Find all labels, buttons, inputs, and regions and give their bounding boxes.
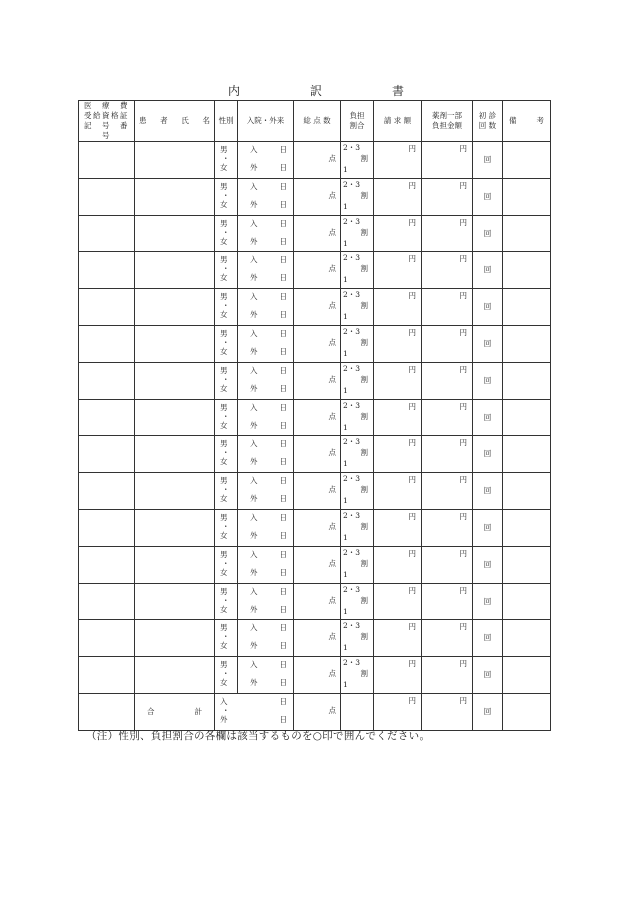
certificate-number-cell[interactable] (79, 620, 135, 657)
remarks-cell[interactable] (503, 362, 551, 399)
drug-copay-cell[interactable]: 円 (422, 399, 473, 436)
drug-copay-cell[interactable]: 円 (422, 178, 473, 215)
drug-copay-cell[interactable]: 円 (422, 325, 473, 362)
burden-ratio-cell[interactable]: 2・3 割 1 (341, 546, 374, 583)
certificate-number-cell[interactable] (79, 178, 135, 215)
certificate-number-cell[interactable] (79, 473, 135, 510)
drug-copay-cell[interactable]: 円 (422, 509, 473, 546)
total-points-cell[interactable]: 点 (294, 657, 341, 694)
total-points-cell[interactable]: 点 (294, 142, 341, 179)
claim-amount-cell[interactable]: 円 (374, 436, 422, 473)
table-row (79, 362, 551, 399)
in-out-cell[interactable]: 入 日 外 日 (238, 509, 294, 546)
certificate-number-cell[interactable] (79, 436, 135, 473)
total-points-cell[interactable]: 点 (294, 178, 341, 215)
sex-cell[interactable]: 男 ・ 女 (215, 399, 238, 436)
certificate-number-cell[interactable] (79, 215, 135, 252)
table-row (79, 509, 551, 546)
total-certificate-cell[interactable] (79, 693, 135, 730)
first-visits-cell[interactable]: 回 (473, 546, 503, 583)
in-out-cell[interactable]: 入 日 外 日 (238, 657, 294, 694)
first-visits-cell[interactable]: 回 (473, 252, 503, 289)
claim-amount-cell[interactable]: 円 (374, 289, 422, 326)
claim-amount-cell[interactable]: 円 (374, 252, 422, 289)
first-visits-cell[interactable]: 回 (473, 657, 503, 694)
in-out-cell[interactable]: 入 日 外 日 (238, 252, 294, 289)
title-char: 訳 (310, 84, 323, 98)
total-label-cell: 合 計 (135, 693, 215, 730)
table-row (79, 289, 551, 326)
header-burden-ratio: 負担 割合 (341, 101, 374, 142)
in-out-cell[interactable]: 入 日 外 日 (238, 620, 294, 657)
header-certificate-number: 医 療 費 受給資格証 記 号 番 号 (79, 101, 135, 142)
remarks-cell[interactable] (503, 178, 551, 215)
patient-name-cell[interactable] (135, 473, 215, 510)
patient-name-cell[interactable] (135, 215, 215, 252)
certificate-number-cell[interactable] (79, 362, 135, 399)
sex-cell[interactable]: 男 ・ 女 (215, 436, 238, 473)
patient-name-cell[interactable] (135, 583, 215, 620)
header-row (79, 101, 551, 142)
sex-cell[interactable]: 男 ・ 女 (215, 289, 238, 326)
total-in-out-cell[interactable]: 入 ・ 外 日 日 (215, 693, 294, 730)
sex-cell[interactable]: 男 ・ 女 (215, 473, 238, 510)
claim-amount-cell[interactable]: 円 (374, 325, 422, 362)
table-row (79, 142, 551, 179)
patient-name-cell[interactable] (135, 142, 215, 179)
remarks-cell[interactable] (503, 473, 551, 510)
claim-amount-cell[interactable]: 円 (374, 509, 422, 546)
claim-amount-cell[interactable]: 円 (374, 178, 422, 215)
first-visits-cell[interactable]: 回 (473, 178, 503, 215)
first-visits-cell[interactable]: 回 (473, 362, 503, 399)
table-row (79, 178, 551, 215)
sex-cell[interactable]: 男 ・ 女 (215, 509, 238, 546)
header-patient-name: 患 者 氏 名 (135, 101, 215, 142)
remarks-cell[interactable] (503, 215, 551, 252)
total-row (79, 693, 551, 730)
claim-amount-cell[interactable]: 円 (374, 362, 422, 399)
in-out-cell[interactable]: 入 日 外 日 (238, 546, 294, 583)
drug-copay-cell[interactable]: 円 (422, 362, 473, 399)
table-row (79, 252, 551, 289)
certificate-number-cell[interactable] (79, 509, 135, 546)
in-out-cell[interactable]: 入 日 外 日 (238, 178, 294, 215)
patient-name-cell[interactable] (135, 325, 215, 362)
sex-cell[interactable]: 男 ・ 女 (215, 546, 238, 583)
remarks-cell[interactable] (503, 509, 551, 546)
total-points-cell[interactable]: 点 (294, 362, 341, 399)
burden-ratio-cell[interactable]: 2・3 割 1 (341, 252, 374, 289)
burden-ratio-cell[interactable]: 2・3 割 1 (341, 142, 374, 179)
remarks-cell[interactable] (503, 583, 551, 620)
first-visits-cell[interactable]: 回 (473, 583, 503, 620)
drug-copay-cell[interactable]: 円 (422, 620, 473, 657)
burden-ratio-cell[interactable]: 2・3 割 1 (341, 362, 374, 399)
table-row (79, 436, 551, 473)
itemized-statement-table (78, 100, 551, 731)
patient-name-cell[interactable] (135, 289, 215, 326)
total-points-cell[interactable]: 点 (294, 399, 341, 436)
table-row (79, 657, 551, 694)
header-remarks: 備 考 (503, 101, 551, 142)
burden-ratio-cell[interactable]: 2・3 割 1 (341, 399, 374, 436)
certificate-number-cell[interactable] (79, 583, 135, 620)
drug-copay-cell[interactable]: 円 (422, 436, 473, 473)
header-claim-amount: 請 求 額 (374, 101, 422, 142)
sex-cell[interactable]: 男 ・ 女 (215, 215, 238, 252)
remarks-cell[interactable] (503, 399, 551, 436)
certificate-number-cell[interactable] (79, 289, 135, 326)
first-visits-cell[interactable]: 回 (473, 142, 503, 179)
sex-cell[interactable]: 男 ・ 女 (215, 178, 238, 215)
header-sex: 性別 (215, 101, 238, 142)
remarks-cell[interactable] (503, 546, 551, 583)
burden-ratio-cell[interactable]: 2・3 割 1 (341, 620, 374, 657)
burden-ratio-cell[interactable]: 2・3 割 1 (341, 289, 374, 326)
in-out-cell[interactable]: 入 日 外 日 (238, 289, 294, 326)
table-row (79, 620, 551, 657)
certificate-number-cell[interactable] (79, 657, 135, 694)
header-inpatient-outpatient: 入院・外来 (238, 101, 294, 142)
patient-name-cell[interactable] (135, 252, 215, 289)
burden-ratio-cell[interactable]: 2・3 割 1 (341, 657, 374, 694)
in-out-cell[interactable]: 入 日 外 日 (238, 362, 294, 399)
claim-amount-cell[interactable]: 円 (374, 399, 422, 436)
header-drug-copay: 薬剤一部 負担金額 (422, 101, 473, 142)
title-char: 内 (228, 84, 241, 98)
claim-amount-cell[interactable]: 円 (374, 142, 422, 179)
header-first-visits: 初 診 回 数 (473, 101, 503, 142)
claim-amount-cell[interactable]: 円 (374, 473, 422, 510)
total-points-cell[interactable]: 点 (294, 215, 341, 252)
drug-copay-cell[interactable]: 円 (422, 546, 473, 583)
remarks-cell[interactable] (503, 142, 551, 179)
claim-amount-cell[interactable]: 円 (374, 620, 422, 657)
remarks-cell[interactable] (503, 436, 551, 473)
certificate-number-cell[interactable] (79, 546, 135, 583)
sex-cell[interactable]: 男 ・ 女 (215, 583, 238, 620)
in-out-cell[interactable]: 入 日 外 日 (238, 473, 294, 510)
claim-amount-cell[interactable]: 円 (374, 546, 422, 583)
burden-ratio-cell[interactable]: 2・3 割 1 (341, 436, 374, 473)
burden-ratio-cell[interactable]: 2・3 割 1 (341, 178, 374, 215)
patient-name-cell[interactable] (135, 509, 215, 546)
total-points-cell[interactable]: 点 (294, 325, 341, 362)
remarks-cell[interactable] (503, 657, 551, 694)
certificate-number-cell[interactable] (79, 325, 135, 362)
first-visits-cell[interactable]: 回 (473, 473, 503, 510)
in-out-cell[interactable]: 入 日 外 日 (238, 399, 294, 436)
drug-copay-cell[interactable]: 円 (422, 583, 473, 620)
total-points-cell[interactable]: 点 (294, 620, 341, 657)
in-out-cell[interactable]: 入 日 外 日 (238, 142, 294, 179)
remarks-cell[interactable] (503, 252, 551, 289)
burden-ratio-cell[interactable]: 2・3 割 1 (341, 325, 374, 362)
remarks-cell[interactable] (503, 325, 551, 362)
burden-ratio-cell[interactable]: 2・3 割 1 (341, 583, 374, 620)
patient-name-cell[interactable] (135, 362, 215, 399)
total-claim-cell[interactable]: 円 (374, 693, 422, 730)
total-points-cell[interactable]: 点 (294, 583, 341, 620)
table-row (79, 399, 551, 436)
patient-name-cell[interactable] (135, 178, 215, 215)
certificate-number-cell[interactable] (79, 252, 135, 289)
patient-name-cell[interactable] (135, 546, 215, 583)
burden-ratio-cell[interactable]: 2・3 割 1 (341, 509, 374, 546)
burden-ratio-cell[interactable]: 2・3 割 1 (341, 473, 374, 510)
sex-cell[interactable]: 男 ・ 女 (215, 362, 238, 399)
table-row (79, 325, 551, 362)
first-visits-cell[interactable]: 回 (473, 325, 503, 362)
table-row (79, 473, 551, 510)
first-visits-cell[interactable]: 回 (473, 436, 503, 473)
footnote: （注）性別、負担割合の各欄は該当するものを○印で囲んでください。 (86, 730, 431, 742)
patient-name-cell[interactable] (135, 657, 215, 694)
claim-amount-cell[interactable]: 円 (374, 583, 422, 620)
total-points-cell[interactable]: 点 (294, 546, 341, 583)
patient-name-cell[interactable] (135, 399, 215, 436)
total-points-cell[interactable]: 点 (294, 289, 341, 326)
in-out-cell[interactable]: 入 日 外 日 (238, 215, 294, 252)
patient-name-cell[interactable] (135, 620, 215, 657)
table-row (79, 583, 551, 620)
drug-copay-cell[interactable]: 円 (422, 473, 473, 510)
certificate-number-cell[interactable] (79, 399, 135, 436)
total-ratio-cell (341, 693, 374, 730)
first-visits-cell[interactable]: 回 (473, 215, 503, 252)
total-points-cell[interactable]: 点 (294, 436, 341, 473)
total-points-cell[interactable]: 点 (294, 473, 341, 510)
in-out-cell[interactable]: 入 日 外 日 (238, 325, 294, 362)
total-points-cell[interactable]: 点 (294, 509, 341, 546)
remarks-cell[interactable] (503, 289, 551, 326)
header-total-points: 総 点 数 (294, 101, 341, 142)
table-row (79, 215, 551, 252)
table-row (79, 546, 551, 583)
total-drug-cell[interactable]: 円 (422, 693, 473, 730)
total-points-cell[interactable]: 点 (294, 252, 341, 289)
total-visits-cell[interactable]: 回 (473, 693, 503, 730)
patient-name-cell[interactable] (135, 436, 215, 473)
sex-cell[interactable]: 男 ・ 女 (215, 252, 238, 289)
claim-amount-cell[interactable]: 円 (374, 215, 422, 252)
total-points-cell[interactable]: 点 (294, 693, 341, 730)
drug-copay-cell[interactable]: 円 (422, 142, 473, 179)
first-visits-cell[interactable]: 回 (473, 399, 503, 436)
certificate-number-cell[interactable] (79, 142, 135, 179)
total-remarks-cell[interactable] (503, 693, 551, 730)
drug-copay-cell[interactable]: 円 (422, 215, 473, 252)
drug-copay-cell[interactable]: 円 (422, 657, 473, 694)
sex-cell[interactable]: 男 ・ 女 (215, 620, 238, 657)
sex-cell[interactable]: 男 ・ 女 (215, 325, 238, 362)
burden-ratio-cell[interactable]: 2・3 割 1 (341, 215, 374, 252)
first-visits-cell[interactable]: 回 (473, 289, 503, 326)
sex-cell[interactable]: 男 ・ 女 (215, 657, 238, 694)
sex-cell[interactable]: 男 ・ 女 (215, 142, 238, 179)
first-visits-cell[interactable]: 回 (473, 620, 503, 657)
title-char: 書 (392, 84, 405, 98)
in-out-cell[interactable]: 入 日 外 日 (238, 583, 294, 620)
drug-copay-cell[interactable]: 円 (422, 252, 473, 289)
first-visits-cell[interactable]: 回 (473, 509, 503, 546)
remarks-cell[interactable] (503, 620, 551, 657)
claim-amount-cell[interactable]: 円 (374, 657, 422, 694)
in-out-cell[interactable]: 入 日 外 日 (238, 436, 294, 473)
document-title (0, 82, 630, 98)
drug-copay-cell[interactable]: 円 (422, 289, 473, 326)
